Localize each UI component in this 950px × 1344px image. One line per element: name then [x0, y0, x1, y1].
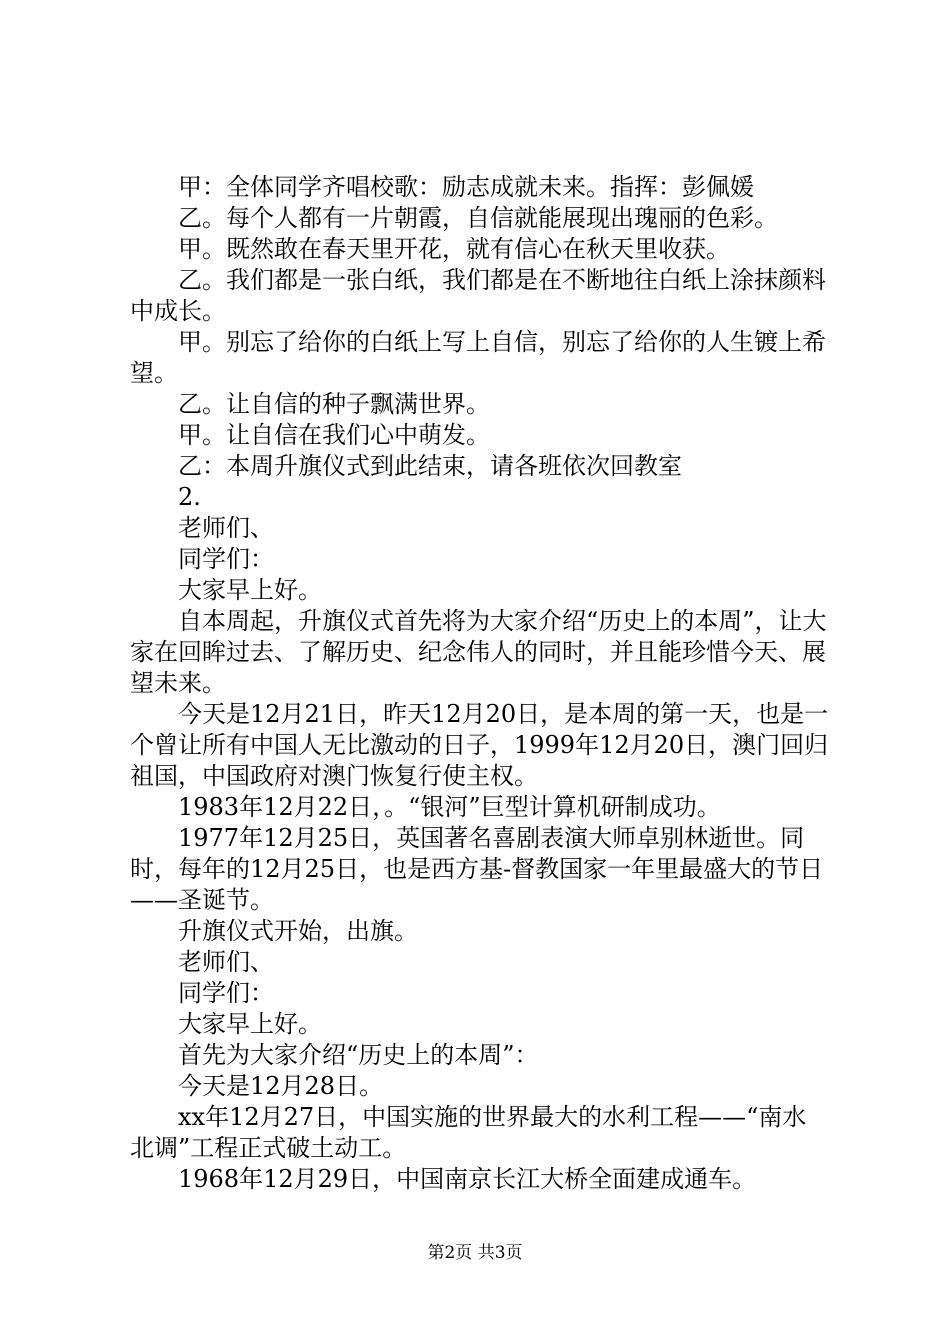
paragraph: 首先为大家介绍“历史上的本周”： [178, 1041, 539, 1069]
page-number: 第2页 共3页 [427, 1243, 523, 1263]
paragraph: 升旗仪式开始，出旗。 [178, 917, 418, 945]
page-footer [0, 1241, 950, 1265]
paragraph: xx年12月27日，中国实施的世界最大的水利工程——“南水北调”工程正式破土动工。 [130, 1103, 807, 1162]
paragraph: 老师们、 [178, 948, 274, 976]
section-number: 2. [178, 483, 201, 511]
paragraph: 老师们、 [178, 514, 274, 542]
paragraph: 同学们： [178, 545, 274, 573]
paragraph: 1977年12月25日，英国著名喜剧表演大师卓别林逝世。同时，每年的12月25日，也是西方基-督教国家一年里最盛大的节日——圣诞节。 [130, 824, 824, 914]
paragraph: 今天是12月28日。 [178, 1072, 384, 1100]
paragraph: 大家早上好。 [178, 1010, 322, 1038]
paragraph: 自本周起，升旗仪式首先将为大家介绍“历史上的本周”，让大家在回眸过去、了解历史、纪念伟人的同时，并且能珍惜今天、展望未来。 [130, 607, 827, 697]
paragraph: 甲：全体同学齐唱校歌：励志成就未来。指挥：彭佩媛 [178, 173, 754, 201]
paragraph: 今天是12月21日，昨天12月20日，是本周的第一天，也是一个曾让所有中国人无比激动的日子，1999年12月20日，澳门回归祖国，中国政府对澳门恢复行使主权。 [130, 700, 829, 790]
paragraph: 甲。别忘了给你的白纸上写上自信，别忘了给你的人生镀上希望。 [130, 328, 826, 387]
paragraph: 乙。每个人都有一片朝霞，自信就能展现出瑰丽的色彩。 [178, 204, 778, 232]
paragraph: 甲。让自信在我们心中萌发。 [178, 421, 490, 449]
document-body [130, 172, 830, 1195]
paragraph: 同学们： [178, 979, 274, 1007]
paragraph: 1968年12月29日，中国南京长江大桥全面建成通车。 [178, 1165, 757, 1193]
paragraph: 乙。我们都是一张白纸，我们都是在不断地往白纸上涂抹颜料中成长。 [130, 266, 826, 325]
paragraph: 甲。既然敢在春天里开花，就有信心在秋天里收获。 [178, 235, 730, 263]
paragraph: 乙：本周升旗仪式到此结束，请各班依次回教室 [178, 452, 682, 480]
paragraph: 大家早上好。 [178, 576, 322, 604]
paragraph: 乙。让自信的种子飘满世界。 [178, 390, 490, 418]
paragraph: 1983年12月22日，。“银河”巨型计算机研制成功。 [178, 793, 721, 821]
